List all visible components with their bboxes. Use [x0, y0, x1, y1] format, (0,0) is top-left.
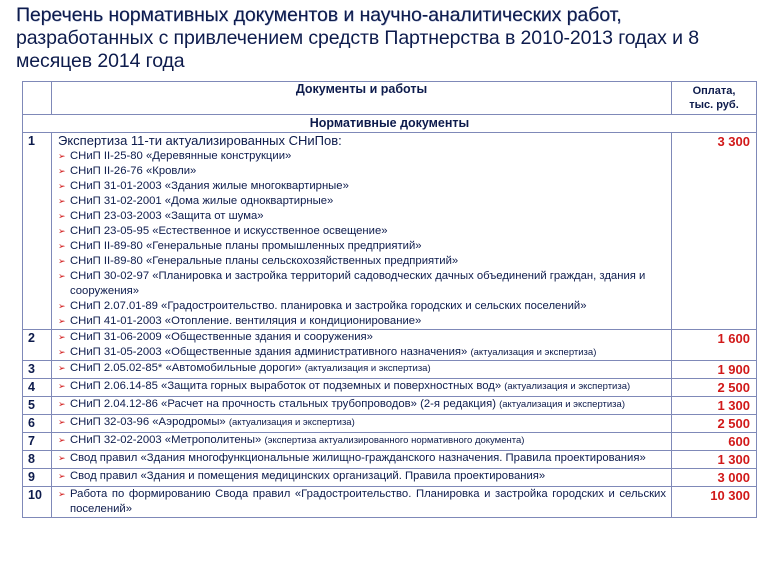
row-number: 2	[23, 330, 52, 361]
arrow-bullet-icon: ➢	[58, 166, 66, 176]
list-item-text: СНиП 31-05-2003 «Общественные здания административного назначения» (актуализация и экспертиза)	[70, 346, 597, 358]
row-payment: 1 300	[672, 397, 757, 415]
row-payment: 1 600	[672, 330, 757, 361]
list-item-text: СНиП 41-01-2003 «Отопление. вентиляция и кондиционирование»	[70, 315, 422, 327]
list-item-text: СНиП 2.06.14-85 «Защита горных выработок от подземных и поверхностных вод» (актуализация и экспертиза)	[70, 380, 631, 392]
list-item	[56, 487, 666, 517]
row-documents	[52, 469, 672, 487]
arrow-bullet-icon: ➢	[58, 226, 66, 236]
row-number: 1	[23, 133, 52, 330]
list-item-text: СНиП 23-05-95 «Естественное и искусственное освещение»	[70, 225, 388, 237]
list-item	[56, 179, 666, 194]
row-lead-text: Экспертиза 11-ти актуализированных СНиПов:	[58, 133, 342, 148]
list-item-text: СНиП II-25-80 «Деревянные конструкции»	[70, 150, 292, 162]
list-item-note: (актуализация и экспертиза)	[499, 399, 625, 410]
arrow-bullet-icon: ➢	[58, 271, 66, 281]
row-number: 7	[23, 433, 52, 451]
list-item-text: СНиП 23-03-2003 «Защита от шума»	[70, 210, 264, 222]
table-body	[23, 133, 757, 518]
list-item-text: СНиП II-89-80 «Генеральные планы промышленных предприятий»	[70, 240, 422, 252]
list-item-note: (актуализация и экспертиза)	[304, 363, 431, 374]
list-item-text: СНиП 32-02-2003 «Метрополитены» (экспертиза актуализированного нормативного документа)	[70, 434, 525, 446]
list-item	[56, 299, 666, 314]
row-payment: 3 300	[672, 133, 757, 330]
row-number: 3	[23, 361, 52, 379]
list-item	[56, 379, 666, 394]
table-header-row	[23, 82, 757, 115]
row-payment: 1 900	[672, 361, 757, 379]
list-item	[56, 415, 666, 430]
table-row	[23, 433, 757, 451]
table-row	[23, 397, 757, 415]
list-item	[56, 330, 666, 345]
list-item-text: Работа по формированию Свода правил «Градостроительство. Планировка и застройка городских и сельских поселений»	[70, 488, 666, 515]
list-item-text: СНиП 2.05.02-85* «Автомобильные дороги» (актуализация и экспертиза)	[70, 362, 431, 374]
arrow-bullet-icon: ➢	[58, 211, 66, 221]
list-item	[56, 194, 666, 209]
arrow-bullet-icon: ➢	[58, 381, 66, 391]
row-documents	[52, 415, 672, 433]
arrow-bullet-icon: ➢	[58, 196, 66, 206]
arrow-bullet-icon: ➢	[58, 453, 66, 463]
header-docs: Документы и работы	[52, 82, 672, 115]
list-item	[56, 451, 666, 466]
header-payment	[672, 82, 757, 115]
table-row	[23, 487, 757, 518]
list-item-text: СНиП 2.04.12-86 «Расчет на прочность стальных трубопроводов» (2-я редакция) (актуализация и экспертиза)	[70, 398, 625, 410]
row-number: 5	[23, 397, 52, 415]
row-payment: 600	[672, 433, 757, 451]
arrow-bullet-icon: ➢	[58, 316, 66, 326]
list-item-text: СНиП 31-02-2001 «Дома жилые одноквартирные»	[70, 195, 334, 207]
table-row	[23, 133, 757, 330]
row-number: 6	[23, 415, 52, 433]
row-documents	[52, 433, 672, 451]
row-documents	[52, 451, 672, 469]
row-payment: 2 500	[672, 379, 757, 397]
row-number: 10	[23, 487, 52, 518]
title-line-3: месяцев 2014 года	[16, 50, 185, 72]
arrow-bullet-icon: ➢	[58, 256, 66, 266]
row-payment: 10 300	[672, 487, 757, 518]
list-item-text: СНиП 30-02-97 «Планировка и застройка территорий садоводческих дачных объединений граждан, здания и сооружения»	[70, 270, 646, 297]
list-item	[56, 239, 666, 254]
arrow-bullet-icon: ➢	[58, 181, 66, 191]
arrow-bullet-icon: ➢	[58, 363, 66, 373]
arrow-bullet-icon: ➢	[58, 471, 66, 481]
row-documents	[52, 379, 672, 397]
list-item-text: СНиП 32-03-96 «Аэродромы» (актуализация и экспертиза)	[70, 416, 355, 428]
list-item	[56, 314, 666, 329]
list-item-note: (экспертиза актуализированного нормативного документа)	[264, 435, 525, 446]
table-row	[23, 379, 757, 397]
table-row	[23, 451, 757, 469]
row-documents	[52, 330, 672, 361]
list-item-text: СНиП 31-01-2003 «Здания жилые многоквартирные»	[70, 180, 349, 192]
page-title	[16, 4, 756, 73]
title-line-1: Перечень нормативных документов и научно-аналитических работ,	[16, 4, 622, 26]
header-payment-line-2: тыс. руб.	[689, 99, 739, 111]
header-num-cell	[23, 82, 52, 115]
list-item-text: Свод правил «Здания и помещения медицинских организаций. Правила проектирования»	[70, 470, 546, 482]
list-item-text: СНиП II-89-80 «Генеральные планы сельскохозяйственных предприятий»	[70, 255, 459, 267]
table-row	[23, 361, 757, 379]
row-number: 4	[23, 379, 52, 397]
section-row	[23, 115, 757, 133]
section-title: Нормативные документы	[23, 115, 757, 133]
row-number: 9	[23, 469, 52, 487]
list-item-text: СНиП 31-06-2009 «Общественные здания и сооружения»	[70, 331, 373, 343]
list-item	[56, 345, 666, 360]
row-documents	[52, 487, 672, 518]
arrow-bullet-icon: ➢	[58, 332, 66, 342]
list-item-text: Свод правил «Здания многофункциональные жилищно-гражданского назначения. Правила проектирования»	[70, 452, 646, 464]
list-item-note: (актуализация и экспертиза)	[470, 347, 597, 358]
table-row	[23, 330, 757, 361]
list-item	[56, 469, 666, 484]
header-payment-line-1: Оплата,	[692, 85, 736, 97]
list-item	[56, 269, 666, 299]
list-item	[56, 397, 666, 412]
list-item-text: СНиП 2.07.01-89 «Градостроительство. планировка и застройка городских и сельских поселений»	[70, 300, 587, 312]
documents-table	[22, 81, 757, 518]
row-documents	[52, 361, 672, 379]
row-number: 8	[23, 451, 52, 469]
row-payment: 2 500	[672, 415, 757, 433]
list-item	[56, 209, 666, 224]
table-row	[23, 415, 757, 433]
list-item	[56, 164, 666, 179]
list-item	[56, 361, 666, 376]
arrow-bullet-icon: ➢	[58, 435, 66, 445]
table-row	[23, 469, 757, 487]
arrow-bullet-icon: ➢	[58, 489, 66, 499]
list-item-note: (актуализация и экспертиза)	[228, 417, 355, 428]
list-item	[56, 149, 666, 164]
row-payment: 1 300	[672, 451, 757, 469]
arrow-bullet-icon: ➢	[58, 399, 66, 409]
row-documents	[52, 397, 672, 415]
arrow-bullet-icon: ➢	[58, 151, 66, 161]
arrow-bullet-icon: ➢	[58, 417, 66, 427]
list-item	[56, 433, 666, 448]
arrow-bullet-icon: ➢	[58, 241, 66, 251]
list-item	[56, 254, 666, 269]
title-line-2: разработанных с привлечением средств Партнерства в 2010-2013 годах и 8	[16, 27, 699, 49]
list-item-text: СНиП II-26-76 «Кровли»	[70, 165, 197, 177]
arrow-bullet-icon: ➢	[58, 347, 66, 357]
arrow-bullet-icon: ➢	[58, 301, 66, 311]
row-documents	[52, 133, 672, 330]
row-payment: 3 000	[672, 469, 757, 487]
list-item-note: (актуализация и экспертиза)	[504, 381, 631, 392]
list-item	[56, 224, 666, 239]
